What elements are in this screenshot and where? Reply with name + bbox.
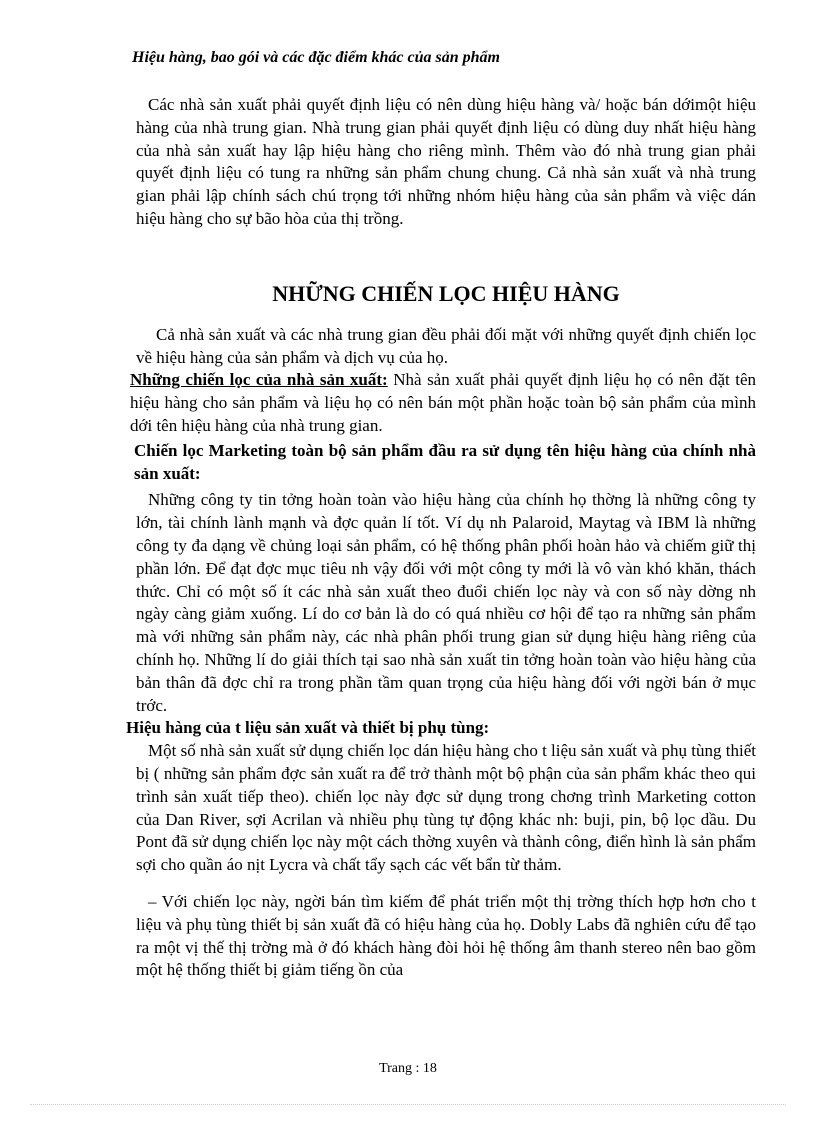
document-body [126,94,756,982]
full-line-strategy-heading: Chiến lọc Marketing toàn bộ sản phẩm đầu ra sử dụng tên hiệu hàng của chính nhà sản xuất: [134,440,756,483]
section-intro-paragraph: Cả nhà sản xuất và các nhà trung gian đều phải đối mặt với những quyết định chiến lọc về hiệu hàng của sản phẩm và dịch vụ của họ. [136,324,756,367]
running-header: Hiệu hàng, bao gói và các đặc điểm khác của sản phẩm [132,49,500,66]
manufacturer-strategy-label: Những chiến lọc của nhà sản xuất: [130,370,388,390]
full-line-strategy-text: Những công ty tin tởng hoàn toàn vào hiệu hàng của chính họ thờng là những công ty lớn, tài chính lành mạnh và đợc quản lí tốt. Ví dụ nh Palaroid, Maytag và IBM là những công ty đa dạng về chủng loại sản phẩm, có hệ thống phân phối hoàn hảo và chiếm giữ thị phần lớn. Để đạt đợc mục tiêu nh vậy đối với một công ty mới là vô vàn khó khăn, thách thức. Chỉ có một số ít các nhà sản xuất theo đuổi chiến lọc này và con số này dờng nh ngày càng giảm xuống. Lí do cơ bản là do có quá nhiều cơ hội để tạo ra những sản phẩm mà với những sản phẩm này, các nhà phân phối trung gian sử dụng hiệu hàng riêng của chính họ. Những lí do giải thích tại sao nhà sản xuất tin tởng hoàn toàn vào hiệu hàng của bản thân đã đợc chỉ ra trong phần tầm quan trọng của hiệu hàng đối với ngời bán ở mục trớc. [136,490,756,715]
component-market-paragraph: – Với chiến lọc này, ngời bán tìm kiếm để phát triển một thị trờng thích hợp hơn cho t liệu và phụ tùng thiết bị sản xuất đã có hiệu hàng của họ. Dobly Labs đã nghiên cứu để tạo ra một vị thế thị trờng mà ở đó khách hàng đòi hỏi hệ thống âm thanh stereo nên bao gồm một hệ thống thiết bị giảm tiếng ồn của [136,891,756,980]
manufacturer-strategy-paragraph [130,369,756,437]
section-heading: NHỮNG CHIẾN LỌC HIỆU HÀNG [272,280,620,306]
page-number: Trang : 18 [379,1061,437,1076]
manufacturer-strategy-text: Nhà sản xuất phải quyết định liệu họ có nên đặt tên hiệu hàng cho sản phẩm và liệu họ có nên bán một phần hoặc toàn bộ sản phẩm của mình dới tên hiệu hàng của nhà trung gian. [130,370,756,435]
intro-paragraph: Các nhà sản xuất phải quyết định liệu có nên dùng hiệu hàng và/ hoặc bán dớimột hiệu hàng của nhà trung gian. Nhà trung gian phải quyết định liệu có dùng duy nhất hiệu hàng của nhà sản xuất hay lập hiệu hàng cho riêng mình. Thêm vào đó nhà trung gian phải quyết định liệu có tung ra những sản phẩm chung chung. Cả nhà sản xuất và nhà trung gian phải lập chính sách chú trọng tới những nhóm hiệu hàng của sản phẩm và việc dán hiệu hàng cho sự bão hòa của thị trồng. [136,95,756,228]
component-branding-text: Một số nhà sản xuất sử dụng chiến lọc dán hiệu hàng cho t liệu sản xuất và phụ tùng thiết bị ( những sản phẩm đợc sản xuất ra để trở thành một bộ phận của sản phẩm khác theo qui trình sản xuất tiếp theo). chiến lọc này đợc sử dụng trong chơng trình Marketing cotton của Dan River, sợi Acrilan và nhiều phụ tùng tự động khác nh: buji, pin, bộ lọc dầu. Du Pont đã sử dụng chiến lọc này một cách thờng xuyên và thành công, điển hình là sản phẩm sợi cho quần áo nịt Lycra và chất tẩy sạch các vết bẩn từ thảm. [136,741,756,875]
component-branding-heading: Hiệu hàng của t liệu sản xuất và thiết bị phụ tùng: [126,718,490,738]
page-bottom-divider [30,1104,786,1105]
